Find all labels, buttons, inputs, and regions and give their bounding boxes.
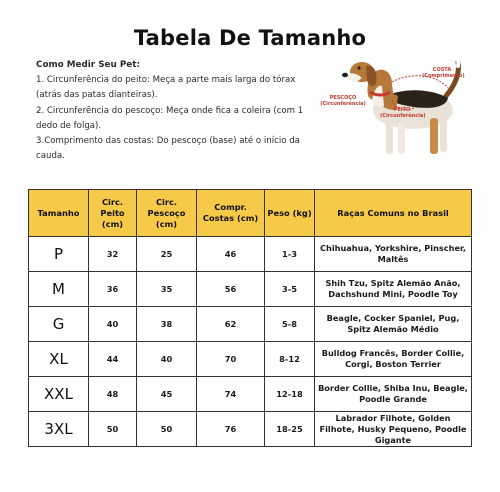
table-row	[29, 237, 472, 272]
label-peito: PEITO (Circunferência)	[380, 107, 426, 119]
weight-cell: 12-18	[265, 377, 315, 412]
header-neck: Circ. Pescoço (cm)	[137, 190, 197, 237]
neck-cell: 45	[137, 377, 197, 412]
beagle-measurement-illustration	[318, 44, 478, 172]
chest-cell: 32	[89, 237, 137, 272]
neck-cell: 35	[137, 272, 197, 307]
header-size: Tamanho	[29, 190, 89, 237]
label-pescoco: PESCOÇO (Circunferência)	[320, 95, 366, 107]
header-chest: Circ. Peito (cm)	[89, 190, 137, 237]
header-back: Compr. Costas (cm)	[197, 190, 265, 237]
breeds-cell: Border Collie, Shiba Inu, Beagle, Poodle Grande	[315, 377, 472, 412]
neck-cell: 40	[137, 342, 197, 377]
table-row	[29, 272, 472, 307]
size-cell: XL	[29, 342, 89, 377]
table-row	[29, 412, 472, 447]
table-row	[29, 377, 472, 412]
back-cell: 46	[197, 237, 265, 272]
weight-cell: 18-25	[265, 412, 315, 447]
size-cell: G	[29, 307, 89, 342]
back-cell: 74	[197, 377, 265, 412]
back-cell: 70	[197, 342, 265, 377]
instruction-chest: 1. Circunferência do peito: Meça a parte mais larga do tórax (atrás das patas dianteiras).	[36, 75, 296, 101]
measurement-instructions	[36, 58, 318, 164]
neck-cell: 25	[137, 237, 197, 272]
instruction-back: 3.Comprimento das costas: Do pescoço (base) até o início da cauda.	[36, 136, 300, 162]
breeds-cell: Bulldog Francês, Border Collie, Corgi, Boston Terrier	[315, 342, 472, 377]
back-cell: 62	[197, 307, 265, 342]
weight-cell: 1-3	[265, 237, 315, 272]
breeds-cell: Chihuahua, Yorkshire, Pinscher, Maltês	[315, 237, 472, 272]
table-row	[29, 342, 472, 377]
size-cell: XXL	[29, 377, 89, 412]
weight-cell: 8-12	[265, 342, 315, 377]
weight-cell: 3-5	[265, 272, 315, 307]
chest-cell: 36	[89, 272, 137, 307]
size-cell: P	[29, 237, 89, 272]
size-table	[28, 189, 472, 447]
chest-cell: 50	[89, 412, 137, 447]
instruction-neck: 2. Circunferência do pescoço: Meça onde fica a coleira (com 1 dedo de folga).	[36, 105, 304, 131]
breeds-cell: Shih Tzu, Spitz Alemão Anão, Dachshund Mini, Poodle Toy	[315, 272, 472, 307]
instructions-heading: Como Medir Seu Pet:	[36, 60, 140, 70]
page-title: Tabela De Tamanho	[133, 26, 367, 50]
header-weight: Peso (kg)	[265, 190, 315, 237]
table-row	[29, 307, 472, 342]
back-cell: 76	[197, 412, 265, 447]
chest-cell: 40	[89, 307, 137, 342]
back-cell: 56	[197, 272, 265, 307]
neck-cell: 38	[137, 307, 197, 342]
label-costas: COSTA (Comprimento)	[422, 67, 465, 79]
table-header-row	[29, 190, 472, 237]
chest-cell: 44	[89, 342, 137, 377]
breeds-cell: Beagle, Cocker Spaniel, Pug, Spitz Alemão Médio	[315, 307, 472, 342]
neck-cell: 50	[137, 412, 197, 447]
header-breeds: Raças Comuns no Brasil	[315, 190, 472, 237]
size-cell: M	[29, 272, 89, 307]
weight-cell: 5-8	[265, 307, 315, 342]
breeds-cell: Labrador Filhote, Golden Filhote, Husky Pequeno, Poodle Gigante	[315, 412, 472, 447]
size-cell: 3XL	[29, 412, 89, 447]
chest-cell: 48	[89, 377, 137, 412]
